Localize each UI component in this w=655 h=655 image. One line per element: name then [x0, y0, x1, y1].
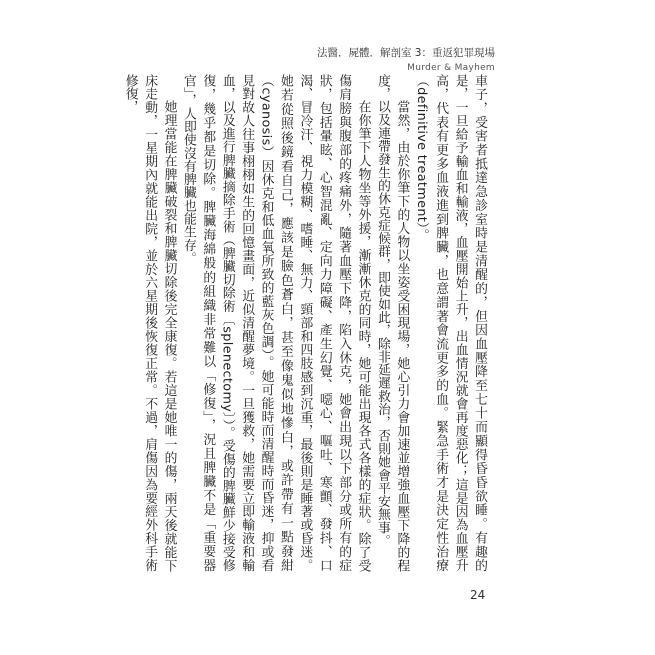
paragraph: 當然，由於你筆下的人物以坐姿受困現場，她心引力會加速並增強血壓下降的程度，以及連帶發生的休克症候群，即使如此，除非延遲救治，否則她會平安無事。 — [374, 74, 410, 572]
book-subtitle: Murder & Mayhem — [407, 63, 495, 73]
paragraph: 在你筆下人物坐等外援，漸漸休克的同時，她可能出現各式各樣的症狀。除了受傷肩膀與腹部的疼痛外，隨著血壓下降，陷入休克，她會出現以下部分或所有的症狀，包括暈眩、心智混亂、定向力障礙、產生幻覺、噁心、嘔吐、寒顫、發抖、口渴、冒冷汗、視力模糊、嗜睡、無力、頸部和四肢感到沉重，最後則是睡著或昏迷。她若從照後鏡看自己，應該是臉色蒼白，甚至像鬼似地慘白，或許帶有一點發紺（cyanosis）因休克和低血氧所致的藍灰色調）。她可能時而清醒時而昏迷，抑或看見對故人往事栩栩如生的回憶畫面，近似清醒夢境。一旦獲救，她需要立即輸液和輸血，以及進行脾臟摘除手術（脾臟切除術〔splenectomy〕）。受傷的脾臟鮮少接受修復，幾乎都是切除。脾臟海綿般的組織非常難以「修復」，況且脾臟不是「重要器官」，人即使沒有脾臟也能生存。 — [180, 74, 371, 572]
paragraph: 車子，受害者抵達急診室時是清醒的，但因血壓降至七十而顯得昏昏欲睡。有趣的是，一旦給予輸血和輸液，血壓開始上升，出血情況就會再度惡化；這是因為血壓升高，代表有更多血液進到脾臟，也意謂著會流更多的血。緊急手術才是決定性治療（definitive treatment）。 — [413, 74, 487, 572]
page-number: 24 — [470, 588, 486, 602]
paragraph: 她理當能在脾臟破裂和脾臟切除後完全康復。若這是她唯一的傷，兩天後就能下床走動，一星期內就能出院，並於六星期後恢復正常。不過，肩傷因為要經外科手術修復， — [122, 74, 177, 572]
book-title: 法醫．屍體．解剖室 3：重返犯罪現場 — [316, 47, 495, 59]
running-head — [317, 46, 495, 76]
body-text — [122, 74, 489, 572]
